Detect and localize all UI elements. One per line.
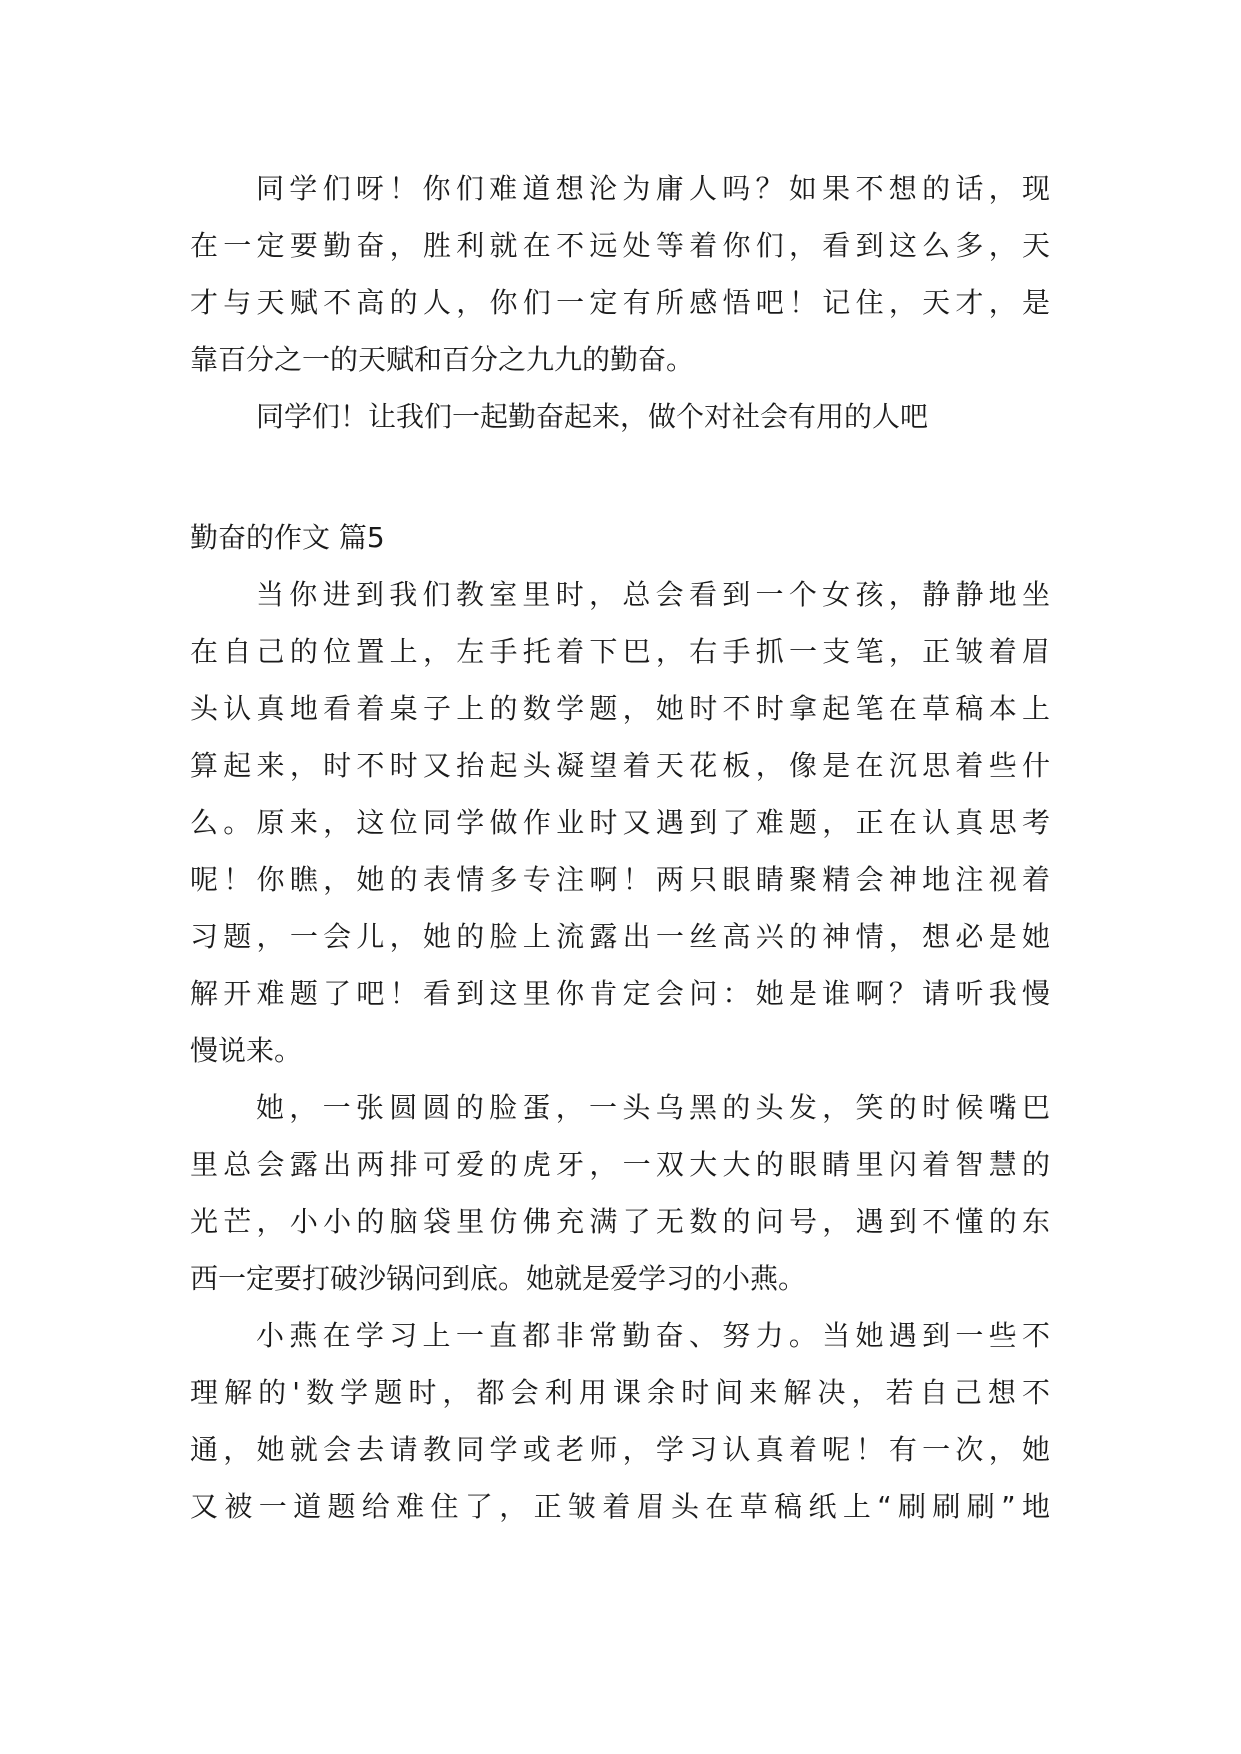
text-line: 解开难题了吧！看到这里你肯定会问：她是谁啊？请听我慢 [190,977,1050,1010]
text-line: 小燕在学习上一直都非常勤奋、努力。当她遇到一些不 [256,1319,1050,1352]
text-line: 西一定要打破沙锅问到底。她就是爱学习的小燕。 [190,1262,807,1295]
text-line: 里总会露出两排可爱的虎牙，一双大大的眼睛里闪着智慧的 [190,1148,1050,1181]
paragraph [190,566,1050,1079]
text-line: 靠百分之一的天赋和百分之九九的勤奋。 [190,343,695,376]
text-line: 光芒，小小的脑袋里仿佛充满了无数的问号，遇到不懂的东 [190,1205,1050,1238]
text-line: 在自己的位置上，左手托着下巴，右手抓一支笔，正皱着眉 [190,635,1050,668]
section-heading: 勤奋的作文 篇5 [190,521,385,554]
text-line: 才与天赋不高的人，你们一定有所感悟吧！记住，天才，是 [190,286,1050,319]
section-spacer [190,445,1050,509]
text-line: 同学们！让我们一起勤奋起来，做个对社会有用的人吧 [256,400,929,433]
paragraph [190,1307,1050,1535]
text-line: 算起来，时不时又抬起头凝望着天花板，像是在沉思着些什 [190,749,1050,782]
paragraph [190,1079,1050,1307]
text-line: 么。原来，这位同学做作业时又遇到了难题，正在认真思考 [190,806,1050,839]
text-line: 同学们呀！你们难道想沦为庸人吗？如果不想的话，现 [256,172,1050,205]
text-line: 头认真地看着桌子上的数学题，她时不时拿起笔在草稿本上 [190,692,1050,725]
text-line: 理解的'数学题时，都会利用课余时间来解决，若自己想不 [190,1376,1050,1409]
text-line: 又被一道题给难住了，正皱着眉头在草稿纸上“刷刷刷”地 [190,1490,1050,1523]
text-line: 通，她就会去请教同学或老师，学习认真着呢！有一次，她 [190,1433,1050,1466]
text-line: 当你进到我们教室里时，总会看到一个女孩，静静地坐 [256,578,1050,611]
paragraph [190,388,1050,445]
text-line: 她，一张圆圆的脸蛋，一头乌黑的头发，笑的时候嘴巴 [256,1091,1050,1124]
text-line: 在一定要勤奋，胜利就在不远处等着你们，看到这么多，天 [190,229,1050,262]
document-body [190,160,1050,1535]
text-line: 呢！你瞧，她的表情多专注啊！两只眼睛聚精会神地注视着 [190,863,1050,896]
text-line: 慢说来。 [190,1034,303,1067]
text-line: 习题，一会儿，她的脸上流露出一丝高兴的神情，想必是她 [190,920,1050,953]
paragraph [190,160,1050,388]
